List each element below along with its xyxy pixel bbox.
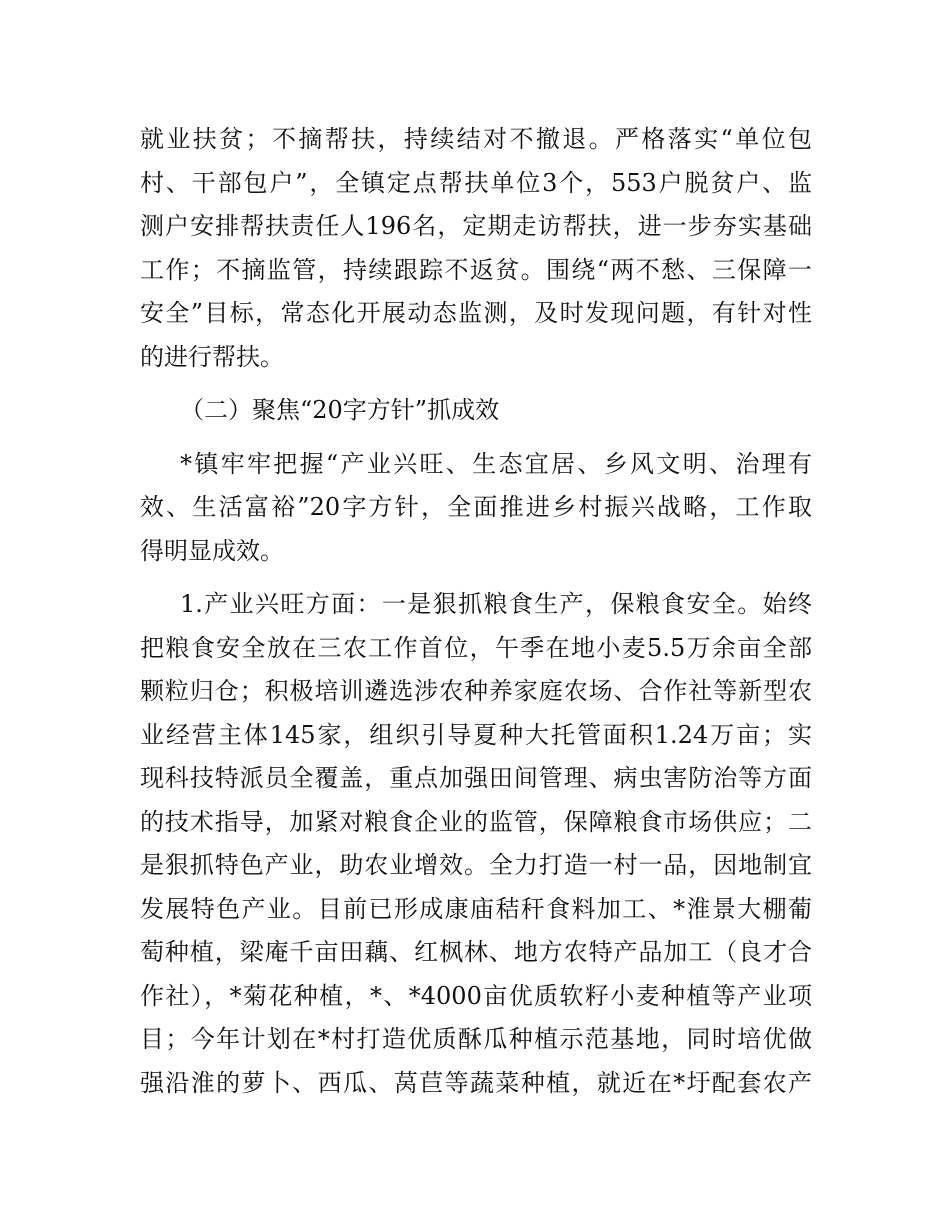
text-line: 得明显成效。 [140,536,284,565]
text-line: 把粮食安全放在三农工作首位，午季在地小麦5.5万余亩全部 [140,633,812,662]
document-body [140,118,812,1105]
text-line: 颗粒归仓；积极培训遴选涉农种养家庭农场、合作社等新型农 [140,677,812,705]
paragraph-industry-prosperity [140,583,812,1105]
text-line: 现科技特派员全覆盖，重点加强田间管理、病虫害防治等方面 [140,764,812,792]
text-line: 工作；不摘监管，持续跟踪不返贫。围绕“两不愁、三保障一 [140,255,812,284]
text-line: 村、干部包户”，全镇定点帮扶单位3个，553户脱贫户、监 [140,168,812,197]
text-line: 1.产业兴旺方面：一是狠抓粮食生产，保粮食安全。始终 [180,590,812,618]
text-line: 的进行帮扶。 [140,342,284,371]
text-line: 发展特色产业。目前已形成康庙秸秆食料加工、*淮景大棚葡 [140,894,812,923]
text-line: 就业扶贫；不摘帮扶，持续结对不撤退。严格落实“单位包 [140,125,812,153]
text-line: 萄种植，梁庵千亩田藕、红枫林、地方农特产品加工（良才合 [140,938,812,966]
text-line: 效、生活富裕”20字方针，全面推进乡村振兴战略，工作取 [140,493,812,521]
text-line: 的技术指导，加紧对粮食企业的监管，保障粮食市场供应；二 [140,807,812,836]
text-line: 业经营主体145家，组织引导夏种大托管面积1.24万亩；实 [140,720,812,749]
text-line: 测户安排帮扶责任人196名，定期走访帮扶，进一步夯实基础 [140,212,812,240]
text-line: 强沿淮的萝卜、西瓜、莴苣等蔬菜种植，就近在*圩配套农产 [140,1068,812,1097]
text-line: *镇牢牢把握“产业兴旺、生态宜居、乡风文明、治理有 [180,449,812,478]
text-line: 是狠抓特色产业，助农业增效。全力打造一村一品，因地制宜 [140,851,812,879]
text-line: 目；今年计划在*村打造优质酥瓜种植示范基地，同时培优做 [140,1025,812,1053]
text-line: 安全”目标，常态化开展动态监测，及时发现问题，有针对性 [140,299,812,327]
section-heading [140,389,812,433]
paragraph-twenty-character-policy [140,443,812,574]
paragraph-poverty-support [140,118,812,379]
heading-text: （二）聚焦“20字方针”抓成效 [180,396,500,424]
text-line: 作社），*菊花种植，*、*4000亩优质软籽小麦种植等产业项 [140,981,812,1010]
